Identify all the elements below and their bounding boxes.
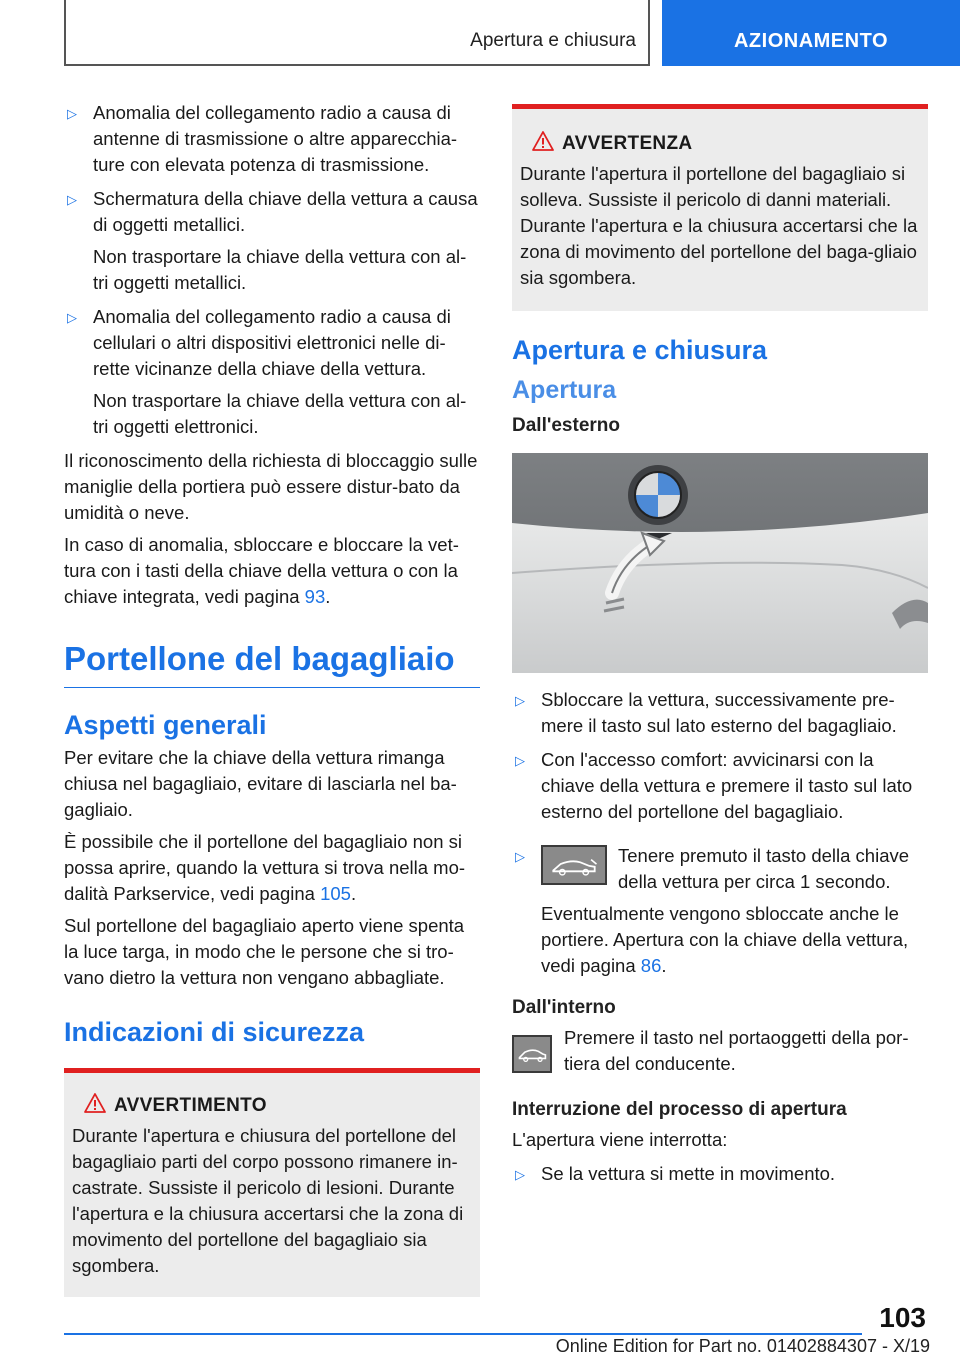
list-item	[512, 843, 928, 895]
page-number: 103	[879, 1302, 926, 1333]
paragraph: Il riconoscimento della richiesta di bloccaggio sulle maniglie della portiera può essere distur-bato da umidità o neve.	[64, 450, 478, 523]
page-link[interactable]: 93	[304, 586, 326, 607]
warning-text: Durante l'apertura il portellone del bagagliaio si solleva. Sussiste il pericolo di danni materiali. Durante l'apertura e la chiusura accertarsi che la zona di movimento del portellone del baga-gliaio sia sgombera.	[520, 163, 918, 288]
footer-divider	[64, 1333, 862, 1335]
bullet-triangle-icon: ▷	[515, 1167, 525, 1182]
list-item-text: Se la vettura si mette in movimento.	[541, 1163, 836, 1184]
list-item-continuation: Non trasportare la chiave della vettura con al-tri oggetti metallici.	[93, 246, 467, 293]
list-item	[512, 687, 928, 739]
list-item-continuation: Non trasportare la chiave della vettura con al-tri oggetti elettronici.	[93, 390, 467, 437]
subsection-heading: Apertura	[512, 376, 617, 404]
page-heading: Portellone del bagagliaio	[64, 640, 480, 688]
door-trunk-button-icon	[512, 1035, 552, 1073]
warning-title: AVVERTENZA	[562, 133, 693, 154]
list-item-continuation	[512, 901, 928, 979]
paragraph	[64, 532, 480, 610]
minor-heading: Dall'interno	[512, 997, 616, 1018]
warning-text: Durante l'apertura e chiusura del portellone del bagagliaio parti del corpo possono rimanere in-castrate. Sussiste il pericolo di lesioni. Durante l'apertura e la chiusura accertarsi che la zona di movimento del portellone del bagagliaio sia sgombera.	[72, 1125, 464, 1276]
bullet-triangle-icon: ▷	[515, 753, 525, 768]
page-header	[0, 0, 960, 66]
inside-instruction	[512, 1025, 928, 1077]
section-heading: Aspetti generali	[64, 710, 267, 740]
chapter-tab	[662, 0, 960, 66]
warning-box	[64, 1068, 480, 1297]
inside-instruction-text: Premere il tasto nel portaoggetti della por-tiera del conducente.	[564, 1027, 909, 1074]
right-column	[512, 104, 928, 1195]
list-item-text: Con l'accesso comfort: avvicinarsi con la chiave della vettura e premere il tasto sul lato esterno del portellone del bagagliaio.	[541, 749, 913, 822]
list-item	[64, 100, 480, 178]
page-link[interactable]: 86	[640, 955, 662, 976]
section-tab	[64, 0, 650, 66]
warning-triangle-icon	[84, 1093, 106, 1113]
section-heading: Indicazioni di sicurezza	[64, 1017, 365, 1047]
list-item-text: Schermatura della chiave della vettura a causa di oggetti metallici.	[93, 188, 478, 235]
list-item-text: Eventualmente vengono sbloccate anche le portiere. Apertura con la chiave della vettura, vedi pagina	[541, 903, 909, 976]
list-item-text: .	[661, 955, 667, 976]
list-item-text: Tenere premuto il tasto della chiave della vettura per circa 1 secondo.	[618, 845, 910, 892]
bullet-triangle-icon: ▷	[515, 849, 525, 864]
warning-box	[512, 104, 928, 311]
minor-heading: Interruzione del processo di apertura	[512, 1099, 847, 1120]
list-item-text: Anomalia del collegamento radio a causa di cellulari o altri dispositivi elettronici nelle di-rette vicinanze della chiave della vettura.	[93, 306, 451, 379]
paragraph-text: È possibile che il portellone del bagagliaio non si possa aprire, quando la vettura si trova nella mo-dalità Parkservice, vedi pagina	[64, 831, 466, 904]
paragraph: Per evitare che la chiave della vettura rimanga chiusa nel bagagliaio, evitare di lasciarla nel ba-gagliaio.	[64, 747, 457, 820]
paragraph	[64, 829, 480, 907]
bullet-triangle-icon: ▷	[67, 106, 77, 121]
warning-triangle-icon	[532, 131, 554, 151]
footer-edition: Online Edition for Part no. 01402884307 - X/19	[555, 1336, 930, 1356]
bullet-triangle-icon: ▷	[67, 310, 77, 325]
warning-title-row	[520, 133, 919, 155]
bullet-triangle-icon: ▷	[515, 693, 525, 708]
section-heading: Apertura e chiusura	[512, 335, 768, 365]
list-item	[64, 186, 480, 296]
page-link[interactable]: 105	[320, 883, 351, 904]
key-trunk-button-icon	[541, 845, 607, 885]
paragraph: L'apertura viene interrotta:	[512, 1129, 728, 1150]
paragraph: Sul portellone del bagagliaio aperto viene spenta la luce targa, in modo che le persone che si tro-vano dietro la vettura non vengano abbagliate.	[64, 915, 465, 988]
warning-title: AVVERTIMENTO	[114, 1095, 267, 1116]
list-item-text: Sbloccare la vettura, successivamente pre-mere il tasto sul lato esterno del bagagliaio.	[541, 689, 897, 736]
section-title: Apertura e chiusura	[470, 30, 636, 51]
trunk-button-photo	[512, 453, 928, 673]
chapter-title: AZIONAMENTO	[733, 30, 888, 52]
list-item	[512, 1161, 928, 1187]
bullet-triangle-icon: ▷	[67, 192, 77, 207]
list-item	[64, 304, 480, 440]
paragraph-text: .	[325, 586, 331, 607]
paragraph-text: In caso di anomalia, sbloccare e bloccare la vet-tura con i tasti della chiave della vettura o con la chiave integrata, vedi pagina	[64, 534, 459, 607]
paragraph-text: .	[350, 883, 357, 904]
left-column	[64, 100, 480, 1297]
list-item	[512, 747, 928, 825]
warning-title-row	[72, 1095, 471, 1117]
list-item-text: Anomalia del collegamento radio a causa di antenne di trasmissione o altre apparecchia-ture con elevata potenza di trasmissione.	[93, 102, 458, 175]
minor-heading: Dall'esterno	[512, 415, 620, 436]
